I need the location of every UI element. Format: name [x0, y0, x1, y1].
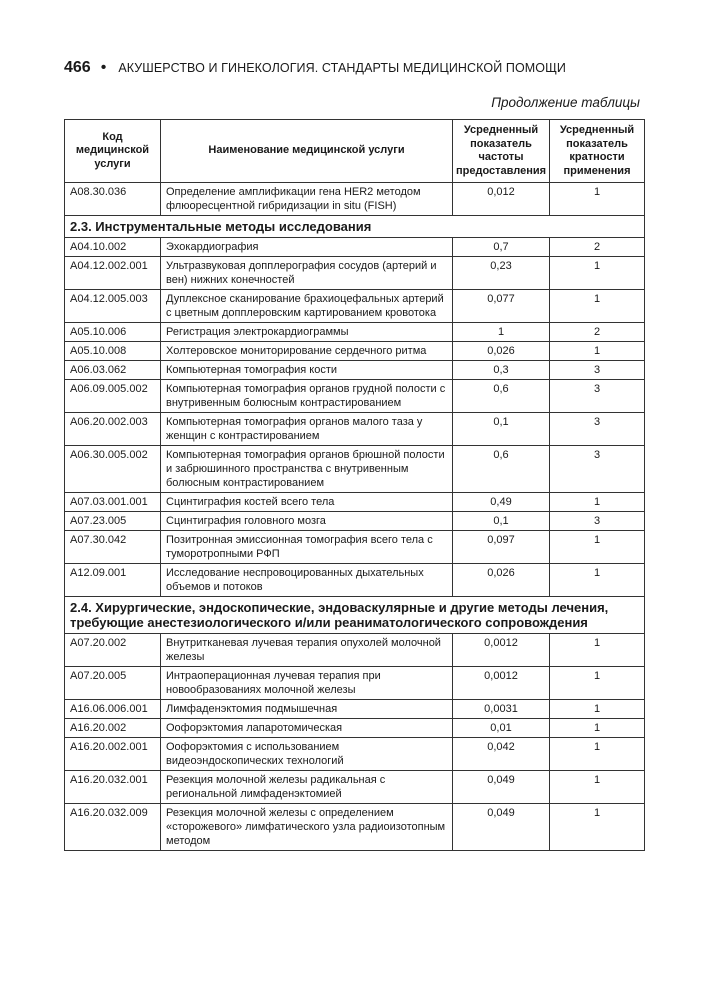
section-header-row — [65, 216, 645, 238]
table-row — [65, 719, 645, 738]
service-name: Исследование неспровоцированных дыхательных объемов и потоков — [161, 564, 453, 597]
frequency-value: 0,0012 — [453, 634, 550, 667]
table-row — [65, 738, 645, 771]
service-code: A08.30.036 — [65, 183, 161, 216]
frequency-value: 1 — [453, 323, 550, 342]
multiplicity-value: 1 — [550, 700, 645, 719]
service-name: Оофорэктомия с использованием видеоэндоскопических технологий — [161, 738, 453, 771]
column-header-multiplicity: Усредненный показатель кратности применения — [550, 120, 645, 183]
frequency-value: 0,3 — [453, 361, 550, 380]
service-code: A06.20.002.003 — [65, 413, 161, 446]
frequency-value: 0,026 — [453, 342, 550, 361]
table-row — [65, 531, 645, 564]
table-row — [65, 634, 645, 667]
column-header-name: Наименование медицинской услуги — [161, 120, 453, 183]
table-row — [65, 413, 645, 446]
frequency-value: 0,049 — [453, 804, 550, 851]
service-name: Холтеровское мониторирование сердечного ритма — [161, 342, 453, 361]
service-code: A05.10.008 — [65, 342, 161, 361]
table-row — [65, 380, 645, 413]
multiplicity-value: 1 — [550, 719, 645, 738]
table-row — [65, 771, 645, 804]
frequency-value: 0,049 — [453, 771, 550, 804]
service-code: A06.09.005.002 — [65, 380, 161, 413]
frequency-value: 0,026 — [453, 564, 550, 597]
table-row — [65, 667, 645, 700]
multiplicity-value: 3 — [550, 512, 645, 531]
multiplicity-value: 1 — [550, 771, 645, 804]
multiplicity-value: 1 — [550, 564, 645, 597]
service-code: A05.10.006 — [65, 323, 161, 342]
service-name: Оофорэктомия лапаротомическая — [161, 719, 453, 738]
running-header — [64, 57, 644, 79]
frequency-value: 0,7 — [453, 238, 550, 257]
page-number: 466 — [64, 59, 91, 76]
table-row — [65, 238, 645, 257]
service-name: Резекция молочной железы радикальная с региональной лимфаденэктомией — [161, 771, 453, 804]
table-row — [65, 290, 645, 323]
frequency-value: 0,0031 — [453, 700, 550, 719]
table-row — [65, 804, 645, 851]
section-title: 2.4. Хирургические, эндоскопические, эндоваскулярные и другие методы лечения, требующие анестезиологического и/или реаниматологического сопровождения — [65, 597, 645, 634]
service-code: A06.03.062 — [65, 361, 161, 380]
service-code: A04.12.005.003 — [65, 290, 161, 323]
frequency-value: 0,6 — [453, 446, 550, 493]
table-row — [65, 700, 645, 719]
service-name: Компьютерная томография органов брюшной полости и забрюшинного пространства с внутривенным болюсным контрастированием — [161, 446, 453, 493]
service-name: Лимфаденэктомия подмышечная — [161, 700, 453, 719]
service-name: Интраоперационная лучевая терапия при новообразованиях молочной железы — [161, 667, 453, 700]
header-bullet: • — [100, 59, 107, 76]
frequency-value: 0,012 — [453, 183, 550, 216]
multiplicity-value: 1 — [550, 493, 645, 512]
table-row — [65, 342, 645, 361]
table-row — [65, 361, 645, 380]
service-name: Регистрация электрокардиограммы — [161, 323, 453, 342]
column-header-code: Код медицинской услуги — [65, 120, 161, 183]
service-code: A12.09.001 — [65, 564, 161, 597]
frequency-value: 0,1 — [453, 413, 550, 446]
table-row — [65, 493, 645, 512]
service-name: Эхокардиография — [161, 238, 453, 257]
section-header-row — [65, 597, 645, 634]
service-code: A16.20.002 — [65, 719, 161, 738]
service-code: A16.20.032.009 — [65, 804, 161, 851]
table-header-row — [65, 120, 645, 183]
table-body — [65, 183, 645, 851]
services-table — [64, 119, 645, 851]
service-code: A07.30.042 — [65, 531, 161, 564]
multiplicity-value: 1 — [550, 738, 645, 771]
multiplicity-value: 2 — [550, 323, 645, 342]
service-code: A16.20.002.001 — [65, 738, 161, 771]
running-title: АКУШЕРСТВО И ГИНЕКОЛОГИЯ. СТАНДАРТЫ МЕДИЦИНСКОЙ ПОМОЩИ — [118, 61, 567, 75]
service-name: Компьютерная томография органов малого таза у женщин с контрастированием — [161, 413, 453, 446]
table-row — [65, 323, 645, 342]
service-name: Внутритканевая лучевая терапия опухолей молочной железы — [161, 634, 453, 667]
table-row — [65, 512, 645, 531]
service-code: A07.20.002 — [65, 634, 161, 667]
table-row — [65, 564, 645, 597]
frequency-value: 0,6 — [453, 380, 550, 413]
multiplicity-value: 1 — [550, 804, 645, 851]
table-continuation-label: Продолжение таблицы — [491, 95, 640, 110]
multiplicity-value: 1 — [550, 342, 645, 361]
multiplicity-value: 1 — [550, 531, 645, 564]
service-code: A07.20.005 — [65, 667, 161, 700]
service-name: Сцинтиграфия костей всего тела — [161, 493, 453, 512]
frequency-value: 0,49 — [453, 493, 550, 512]
multiplicity-value: 3 — [550, 446, 645, 493]
frequency-value: 0,097 — [453, 531, 550, 564]
multiplicity-value: 3 — [550, 413, 645, 446]
table-row — [65, 446, 645, 493]
service-name: Сцинтиграфия головного мозга — [161, 512, 453, 531]
multiplicity-value: 1 — [550, 634, 645, 667]
table-row — [65, 257, 645, 290]
service-code: A07.03.001.001 — [65, 493, 161, 512]
frequency-value: 0,1 — [453, 512, 550, 531]
frequency-value: 0,077 — [453, 290, 550, 323]
frequency-value: 0,23 — [453, 257, 550, 290]
frequency-value: 0,0012 — [453, 667, 550, 700]
multiplicity-value: 1 — [550, 290, 645, 323]
service-name: Резекция молочной железы с определением «сторожевого» лимфатического узла радиоизотопным методом — [161, 804, 453, 851]
service-code: A04.12.002.001 — [65, 257, 161, 290]
multiplicity-value: 1 — [550, 257, 645, 290]
service-name: Ультразвуковая допплерография сосудов (артерий и вен) нижних конечностей — [161, 257, 453, 290]
table-row — [65, 183, 645, 216]
service-name: Компьютерная томография кости — [161, 361, 453, 380]
section-title: 2.3. Инструментальные методы исследования — [65, 216, 645, 238]
multiplicity-value: 1 — [550, 183, 645, 216]
service-name: Определение амплификации гена HER2 методом флюоресцентной гибридизации in situ (FISH) — [161, 183, 453, 216]
multiplicity-value: 1 — [550, 667, 645, 700]
frequency-value: 0,042 — [453, 738, 550, 771]
service-name: Позитронная эмиссионная томография всего тела с туморотропными РФП — [161, 531, 453, 564]
service-name: Компьютерная томография органов грудной полости с внутривенным болюсным контрастированием — [161, 380, 453, 413]
service-code: A06.30.005.002 — [65, 446, 161, 493]
column-header-frequency: Усредненный показатель частоты предоставления — [453, 120, 550, 183]
service-code: A04.10.002 — [65, 238, 161, 257]
frequency-value: 0,01 — [453, 719, 550, 738]
service-code: A07.23.005 — [65, 512, 161, 531]
service-name: Дуплексное сканирование брахиоцефальных артерий с цветным допплеровским картированием кровотока — [161, 290, 453, 323]
multiplicity-value: 3 — [550, 380, 645, 413]
service-code: A16.20.032.001 — [65, 771, 161, 804]
service-code: A16.06.006.001 — [65, 700, 161, 719]
multiplicity-value: 3 — [550, 361, 645, 380]
multiplicity-value: 2 — [550, 238, 645, 257]
